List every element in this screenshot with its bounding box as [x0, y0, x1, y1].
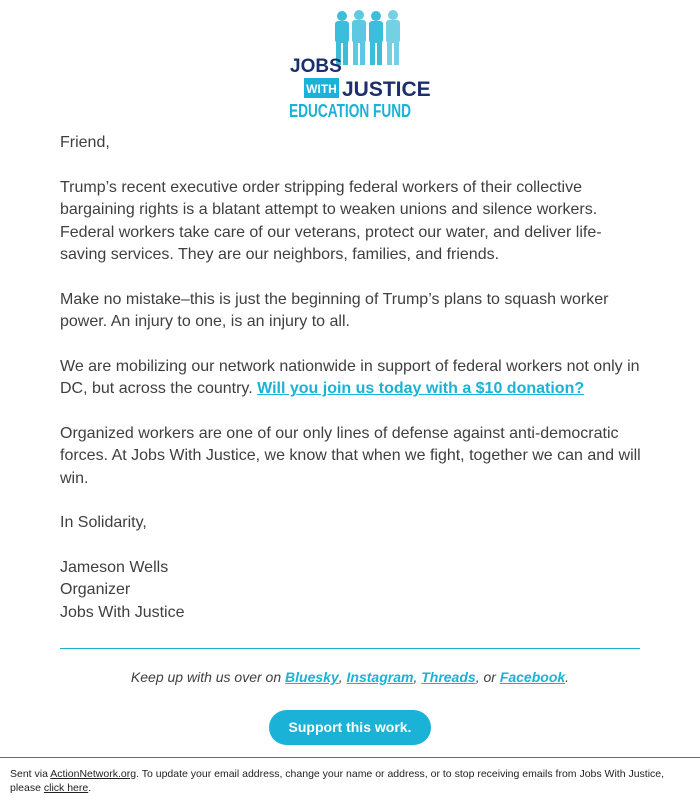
social-sep-3: , or: [475, 669, 500, 685]
logo-justice-text: JUSTICE: [342, 78, 431, 101]
support-this-work-button[interactable]: Support this work.: [269, 710, 431, 745]
person-3: [369, 11, 383, 65]
greeting: Friend,: [60, 134, 110, 151]
signature-name: Jameson Wells: [60, 558, 169, 576]
closing: In Solidarity,: [60, 514, 147, 531]
social-links-line: [0, 669, 700, 685]
footer-prefix: Sent via: [10, 768, 51, 780]
paragraph-2: Make no mistake–this is just the beginning of Trump’s plans to squash worker power. An injury to one, is an injury to all.: [60, 290, 609, 330]
footer-suffix: .: [88, 782, 92, 794]
paragraph-4: Organized workers are one of our only lines of defense against anti-democratic forces. At Jobs With Justice, we know that when we fight, together we can and will win.: [60, 424, 641, 487]
logo-graphic: [280, 8, 431, 121]
paragraph-3-text: We are mobilizing our network nationwide in support of federal workers not only in DC, but across the country.: [60, 357, 640, 397]
facebook-link[interactable]: Facebook: [499, 669, 566, 685]
jwj-logo: [280, 8, 431, 121]
social-sep-1: ,: [338, 669, 347, 685]
unsubscribe-click-here-link[interactable]: click here: [43, 782, 89, 794]
divider: [60, 648, 640, 649]
logo-with-text: WITH: [306, 82, 337, 96]
instagram-link[interactable]: Instagram: [346, 669, 414, 685]
social-suffix: .: [565, 669, 570, 685]
logo-jobs-text: JOBS: [290, 56, 342, 77]
email-body: [60, 132, 645, 624]
person-2: [352, 10, 366, 65]
signature: [60, 557, 645, 625]
donate-link[interactable]: Will you join us today with a $10 donation?: [257, 380, 585, 397]
footer-text: [10, 767, 675, 795]
social-prefix: Keep up with us over on: [130, 669, 286, 685]
signature-org: Jobs With Justice: [60, 603, 185, 621]
people-silhouettes-icon: [335, 10, 400, 65]
person-4: [386, 10, 400, 65]
threads-link[interactable]: Threads: [421, 669, 476, 685]
signature-title: Organizer: [60, 581, 131, 598]
paragraph-1: Trump’s recent executive order stripping federal workers of their collective bargaining rights is a blatant attempt to weaken unions and silence workers. Federal workers take care of our veterans, protect our water, and deliver life-saving services. They are our neighbors, families, and friends.: [60, 178, 602, 263]
bluesky-link[interactable]: Bluesky: [285, 669, 339, 685]
social-sep-2: ,: [413, 669, 422, 685]
action-network-link[interactable]: ActionNetwork.org: [50, 768, 137, 780]
email-footer: [0, 757, 700, 807]
footer-middle: . To update your email address, change your name or address, or to stop receiving emails from Jobs With Justice, please: [10, 768, 665, 794]
logo-education-fund-text: EDUCATION FUND: [289, 101, 411, 121]
paragraph-3: [60, 356, 645, 401]
